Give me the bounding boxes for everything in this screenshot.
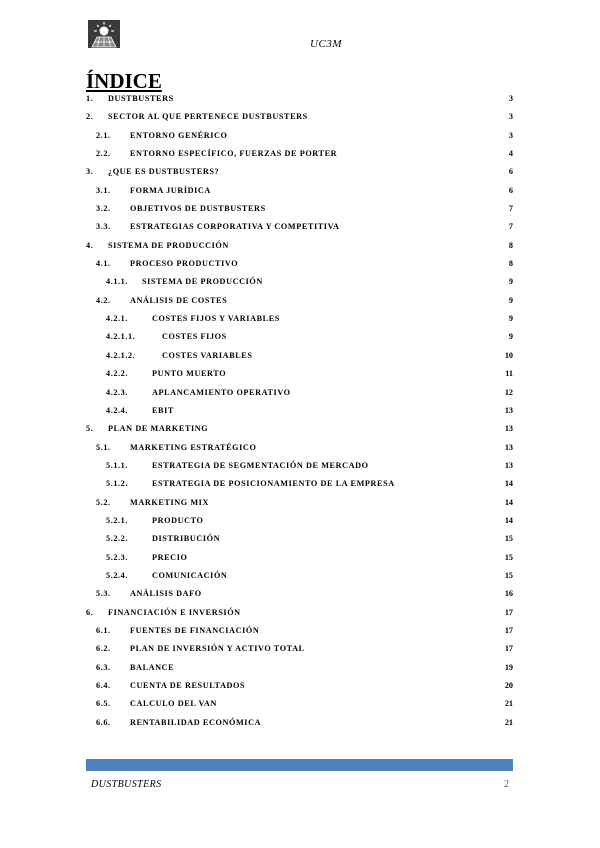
toc-entry-label: ESTRATEGIA DE SEGMENTACIÓN DE MERCADO [152, 460, 369, 470]
toc-entry-number: 2.1. [96, 130, 111, 140]
toc-entry-label: DISTRIBUCIÓN [152, 534, 221, 544]
header-institution: UC3M [310, 38, 342, 50]
toc-entry-page: 11 [505, 369, 513, 379]
toc-entry[interactable] [86, 512, 513, 530]
toc-entry[interactable] [86, 127, 513, 145]
toc-entry[interactable] [86, 292, 513, 310]
toc-entry[interactable] [86, 549, 513, 567]
toc-entry-label: ESTRATEGIAS CORPORATIVA Y COMPETITIVA [130, 222, 340, 232]
toc-entry-label: SECTOR AL QUE PERTENECE DUSTBUSTERS [108, 112, 308, 122]
toc-entry-label: FINANCIACIÓN E INVERSIÓN [108, 607, 241, 617]
toc-entry-number: 4.1.1. [106, 277, 129, 287]
toc-entry[interactable] [86, 695, 513, 713]
toc-entry-label: PUNTO MUERTO [152, 369, 227, 379]
toc-entry-label: MARKETING ESTRATÉGICO [130, 442, 257, 452]
toc-entry-number: 6.2. [96, 644, 111, 654]
toc-entry-number: 5.2.2. [106, 534, 129, 544]
toc-entry[interactable] [86, 659, 513, 677]
toc-entry-label: PROCESO PRODUCTIVO [130, 259, 239, 269]
toc-entry-label: ESTRATEGIA DE POSICIONAMIENTO DE LA EMPRESA [152, 479, 395, 489]
toc-entry-number: 6. [86, 607, 94, 617]
toc-entry[interactable] [86, 163, 513, 181]
solar-sun-logo-icon [88, 20, 120, 48]
toc-entry[interactable] [86, 328, 513, 346]
toc-entry[interactable] [86, 200, 513, 218]
toc-entry-page: 17 [504, 625, 513, 635]
toc-entry-number: 6.1. [96, 625, 111, 635]
toc-entry-number: 5.2.1. [106, 515, 129, 525]
toc-entry-label: COSTES FIJOS Y VARIABLES [152, 314, 280, 324]
toc-entry-label: DUSTBUSTERS [108, 94, 174, 103]
toc-entry-number: 3.3. [96, 222, 111, 232]
toc-entry[interactable] [86, 604, 513, 622]
toc-entry-page: 20 [504, 681, 513, 690]
toc-entry[interactable] [86, 365, 513, 383]
toc-entry-label: ENTORNO ESPECÍFICO, FUERZAS DE PORTER [130, 149, 338, 159]
toc-entry-page: 12 [504, 387, 513, 397]
toc-entry-page: 14 [504, 515, 513, 525]
toc-entry-label: ENTORNO GENÉRICO [130, 130, 228, 140]
toc-entry-label: PRODUCTO [152, 515, 204, 525]
toc-entry-page: 19 [504, 662, 513, 672]
toc-entry[interactable] [86, 347, 513, 365]
toc-entry[interactable] [86, 273, 513, 291]
toc-entry[interactable] [86, 530, 513, 548]
toc-entry-page: 9 [508, 314, 513, 324]
toc-entry-number: 4.2.3. [106, 387, 129, 397]
toc-entry[interactable] [86, 182, 513, 200]
toc-entry-page: 3 [508, 94, 513, 103]
toc-entry[interactable] [86, 439, 513, 457]
toc-entry-page: 17 [504, 607, 513, 617]
toc-entry-label: COSTES VARIABLES [162, 350, 253, 360]
toc-entry-page: 9 [508, 295, 513, 305]
toc-entry-page: 10 [504, 350, 513, 360]
toc-entry-page: 21 [504, 717, 513, 727]
toc-entry-label: APLANCAMIENTO OPERATIVO [152, 387, 291, 397]
toc-entry[interactable] [86, 310, 513, 328]
toc-entry-number: 4.1. [96, 259, 111, 269]
toc-entry[interactable] [86, 255, 513, 273]
toc-entry-page: 8 [508, 259, 513, 269]
toc-entry-label: FUENTES DE FINANCIACIÓN [130, 625, 260, 635]
toc-entry-label: BALANCE [130, 662, 175, 672]
toc-entry-number: 4.2.1.1. [106, 332, 136, 342]
toc-entry-number: 6.3. [96, 662, 111, 672]
toc-entry-page: 6 [508, 185, 513, 195]
toc-entry-page: 15 [504, 570, 513, 580]
toc-entry[interactable] [86, 457, 513, 475]
toc-entry-label: CUENTA DE RESULTADOS [130, 681, 246, 690]
table-of-contents [86, 90, 513, 732]
toc-entry[interactable] [86, 640, 513, 658]
toc-entry-number: 4. [86, 240, 94, 250]
toc-entry-label: ANÁLISIS DAFO [130, 589, 202, 599]
toc-entry-page: 13 [504, 460, 513, 470]
toc-entry-page: 15 [504, 534, 513, 544]
toc-entry-page: 4 [508, 149, 513, 159]
toc-entry-number: 5.2.4. [106, 570, 129, 580]
toc-entry[interactable] [86, 145, 513, 163]
toc-entry-number: 5.1.2. [106, 479, 129, 489]
toc-entry-page: 21 [504, 699, 513, 709]
toc-entry-number: 5.3. [96, 589, 111, 599]
toc-entry[interactable] [86, 475, 513, 493]
toc-entry-page: 7 [508, 204, 513, 214]
toc-entry-label: COMUNICACIÓN [152, 570, 228, 580]
footer-bar [86, 759, 513, 771]
toc-entry-page: 14 [504, 497, 513, 507]
toc-entry-number: 4.2.4. [106, 405, 129, 415]
toc-entry-number: 4.2. [96, 295, 111, 305]
toc-entry-page: 15 [504, 552, 513, 562]
footer-page-number: 2 [504, 779, 509, 790]
toc-entry[interactable] [86, 384, 513, 402]
toc-entry-label: EBIT [152, 405, 174, 415]
toc-entry-label: PLAN DE INVERSIÓN Y ACTIVO TOTAL [130, 644, 305, 654]
toc-entry-number: 6.5. [96, 699, 111, 709]
toc-entry-page: 13 [504, 405, 513, 415]
toc-entry-page: 14 [504, 479, 513, 489]
toc-entry-page: 17 [504, 644, 513, 654]
toc-entry-label: SISTEMA DE PRODUCCIÓN [108, 240, 229, 250]
toc-entry-number: 5. [86, 424, 94, 434]
toc-entry[interactable] [86, 494, 513, 512]
toc-entry-page: 13 [504, 424, 513, 434]
toc-entry-label: ¿QUE ES DUSTBUSTERS? [108, 167, 220, 177]
toc-entry-number: 2. [86, 112, 94, 122]
toc-entry[interactable] [86, 714, 513, 732]
toc-entry-number: 6.4. [96, 681, 111, 690]
toc-entry[interactable] [86, 622, 513, 640]
toc-entry-number: 3.2. [96, 204, 111, 214]
toc-entry-label: COSTES FIJOS [162, 332, 227, 342]
toc-entry[interactable] [86, 218, 513, 236]
page-title: ÍNDICE [86, 69, 162, 93]
toc-entry-number: 5.1. [96, 442, 111, 452]
toc-entry-label: PRECIO [152, 552, 188, 562]
toc-entry-number: 4.2.2. [106, 369, 129, 379]
toc-entry[interactable] [86, 585, 513, 603]
toc-entry-page: 6 [508, 167, 513, 177]
toc-entry-page: 7 [508, 222, 513, 232]
toc-entry-page: 8 [508, 240, 513, 250]
toc-entry-page: 9 [508, 332, 513, 342]
toc-entry-number: 1. [86, 94, 94, 103]
toc-entry-number: 3.1. [96, 185, 111, 195]
toc-entry[interactable] [86, 420, 513, 438]
toc-entry[interactable] [86, 237, 513, 255]
toc-entry-number: 5.2.3. [106, 552, 129, 562]
toc-entry-number: 4.2.1.2. [106, 350, 136, 360]
toc-entry-page: 13 [504, 442, 513, 452]
footer-document-name: DUSTBUSTERS [91, 779, 162, 790]
toc-entry-label: OBJETIVOS DE DUSTBUSTERS [130, 204, 266, 214]
toc-entry[interactable] [86, 677, 513, 695]
toc-entry-number: 5.1.1. [106, 460, 129, 470]
toc-entry-number: 6.6. [96, 717, 111, 727]
toc-entry-page: 9 [508, 277, 513, 287]
toc-entry-label: ANÁLISIS DE COSTES [130, 295, 228, 305]
toc-entry-page: 3 [508, 130, 513, 140]
toc-entry-number: 2.2. [96, 149, 111, 159]
toc-entry-number: 4.2.1. [106, 314, 129, 324]
toc-entry-number: 5.2. [96, 497, 111, 507]
toc-entry-label: CALCULO DEL VAN [130, 699, 217, 709]
toc-entry-label: SISTEMA DE PRODUCCIÓN [142, 277, 263, 287]
toc-entry[interactable] [86, 108, 513, 126]
toc-entry-number: 3. [86, 167, 94, 177]
toc-entry-page: 16 [504, 589, 513, 599]
toc-entry-page: 3 [508, 112, 513, 122]
toc-entry[interactable] [86, 90, 513, 108]
toc-entry-label: MARKETING MIX [130, 497, 209, 507]
toc-entry[interactable] [86, 567, 513, 585]
toc-entry-label: RENTABILIDAD ECONÓMICA [130, 717, 262, 727]
toc-entry-label: FORMA JURÍDICA [130, 185, 211, 195]
toc-entry-label: PLAN DE MARKETING [108, 424, 209, 434]
toc-entry[interactable] [86, 402, 513, 420]
